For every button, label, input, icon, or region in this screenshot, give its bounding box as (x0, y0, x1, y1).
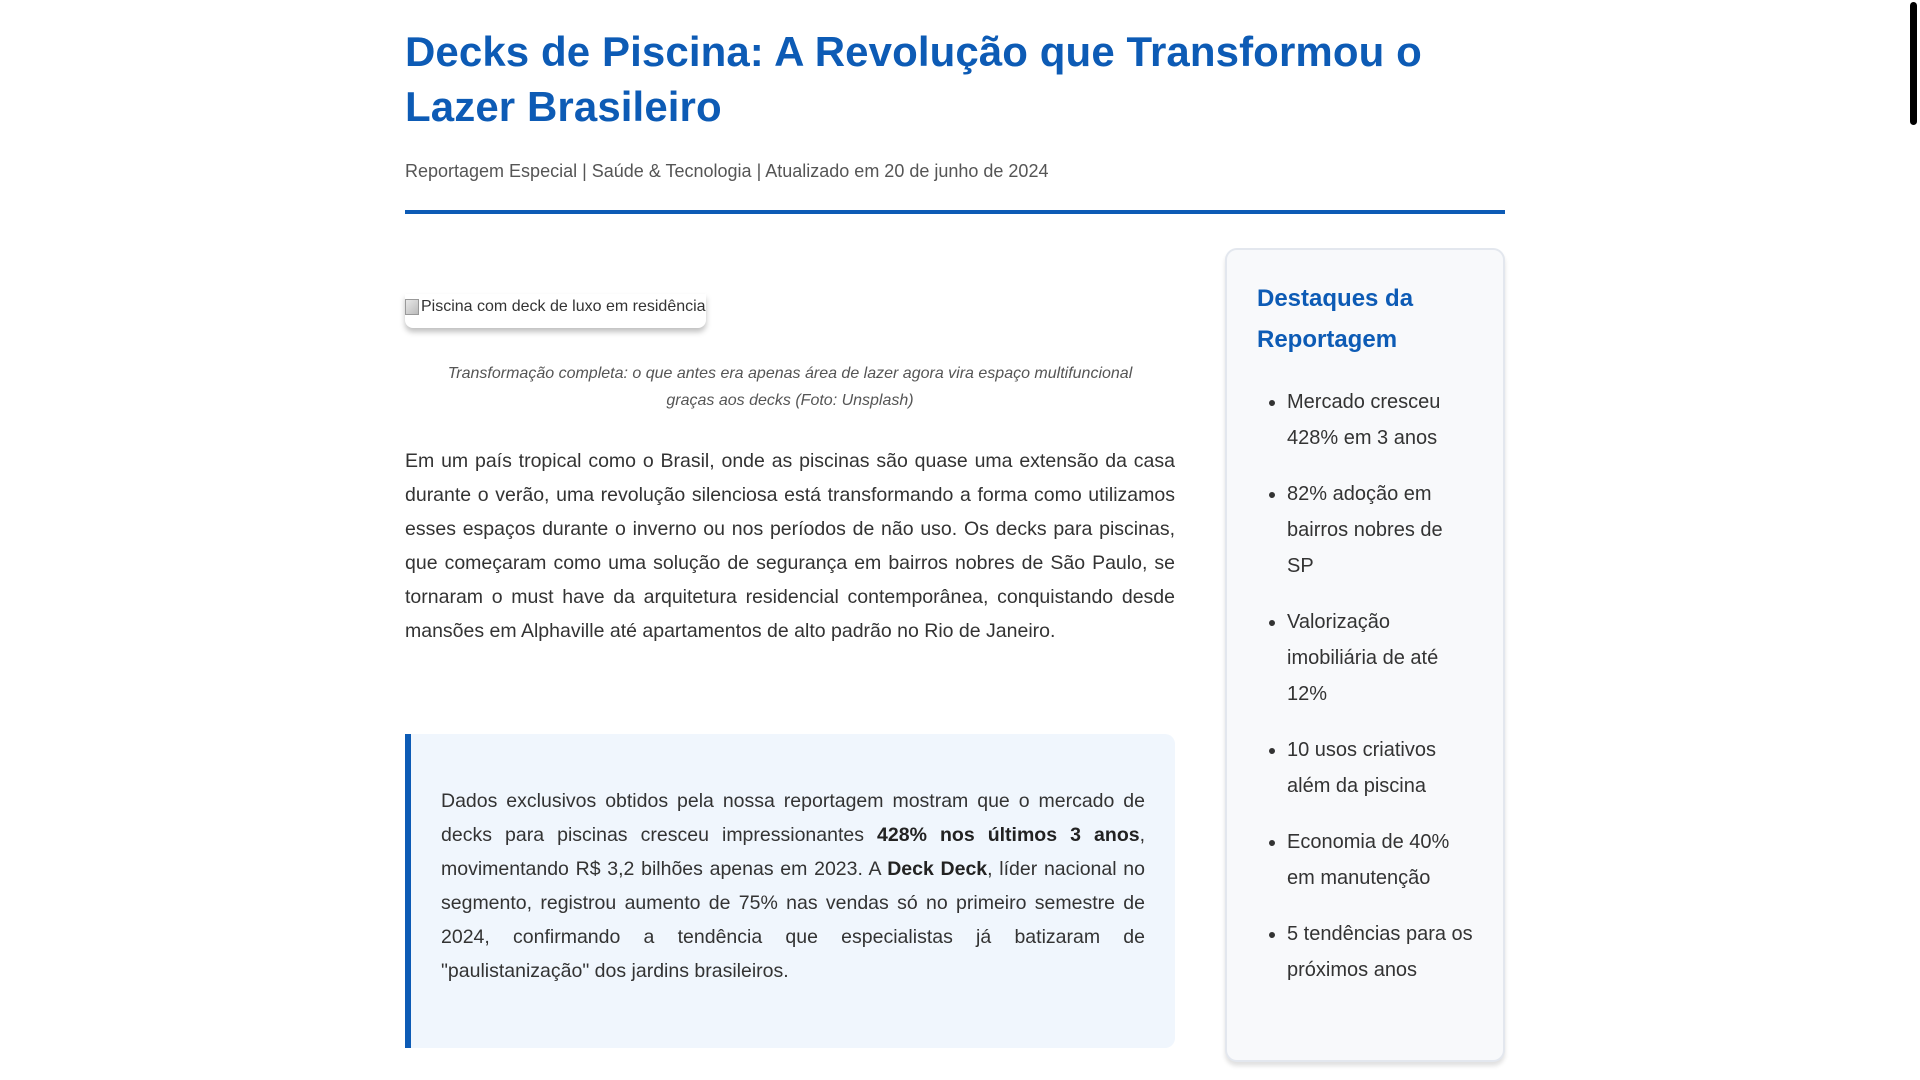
featured-image-alt (405, 298, 706, 316)
broken-image-icon (405, 299, 419, 315)
lead-paragraph: Em um país tropical como o Brasil, onde as piscinas são quase uma extensão da casa durante o verão, uma revolução silenciosa está transformando a forma como utilizamos esses espaços durante o inverno ou nos períodos de não uso. Os decks para piscinas, que começaram como uma solução de segurança em bairros nobres de São Paulo, se tornaram o must have da arquitetura residencial contemporânea, conquistando desde mansões em Alphaville até apartamentos de alto padrão no Rio de Janeiro. (405, 450, 1175, 642)
article-container (405, 0, 1505, 982)
highlight-item: • 10 usos criativos além da piscina (1287, 732, 1473, 804)
article-meta: Reportagem Especial | Saúde & Tecnologia | Atualizado em 20 de junho de 2024 (405, 161, 1049, 181)
image-caption: Transformação completa: o que antes era apenas área de lazer agora vira espaço multifuncional graças aos decks (Foto: Unsplash) (447, 365, 1133, 409)
sidebar-title: Destaques da Reportagem (1257, 285, 1414, 353)
callout-bold-brand: Deck Deck (887, 858, 988, 880)
highlight-item: • 82% adoção em bairros nobres de SP (1287, 476, 1473, 584)
article-title: Decks de Piscina: A Revolução que Transformou o Lazer Brasileiro (405, 28, 1422, 130)
highlights-list (1257, 384, 1473, 988)
callout-part2: , movimentando R$ 3,2 bilhões apenas em 2023. A (441, 824, 1145, 880)
callout-part3: , líder nacional no segmento, registrou aumento de 75% nas vendas só no primeiro semestre de 2024, confirmando a tendência que especialistas já batizaram de "paulistanização" dos jardins brasileiros. (441, 858, 1145, 982)
scrollbar[interactable] (1908, 0, 1920, 1080)
image-alt-text: Piscina com deck de luxo em residência (421, 298, 706, 315)
highlight-item: • 5 tendências para os próximos anos (1287, 916, 1473, 988)
callout-bold-growth: 428% nos últimos 3 anos (877, 824, 1140, 846)
callout-text (441, 784, 1145, 988)
highlight-item: • Economia de 40% em manutenção (1287, 824, 1473, 896)
scrollbar-thumb[interactable] (1910, 2, 1917, 125)
highlight-item: • Mercado cresceu 428% em 3 anos (1287, 384, 1473, 456)
highlight-item: • Valorização imobiliária de até 12% (1287, 604, 1473, 712)
highlight-callout (405, 734, 1175, 1048)
callout-part1: Dados exclusivos obtidos pela nossa reportagem mostram que o mercado de decks para piscinas cresceu impressionantes (441, 790, 1145, 846)
highlights-sidebar (1225, 248, 1505, 1062)
title-divider (405, 210, 1505, 214)
